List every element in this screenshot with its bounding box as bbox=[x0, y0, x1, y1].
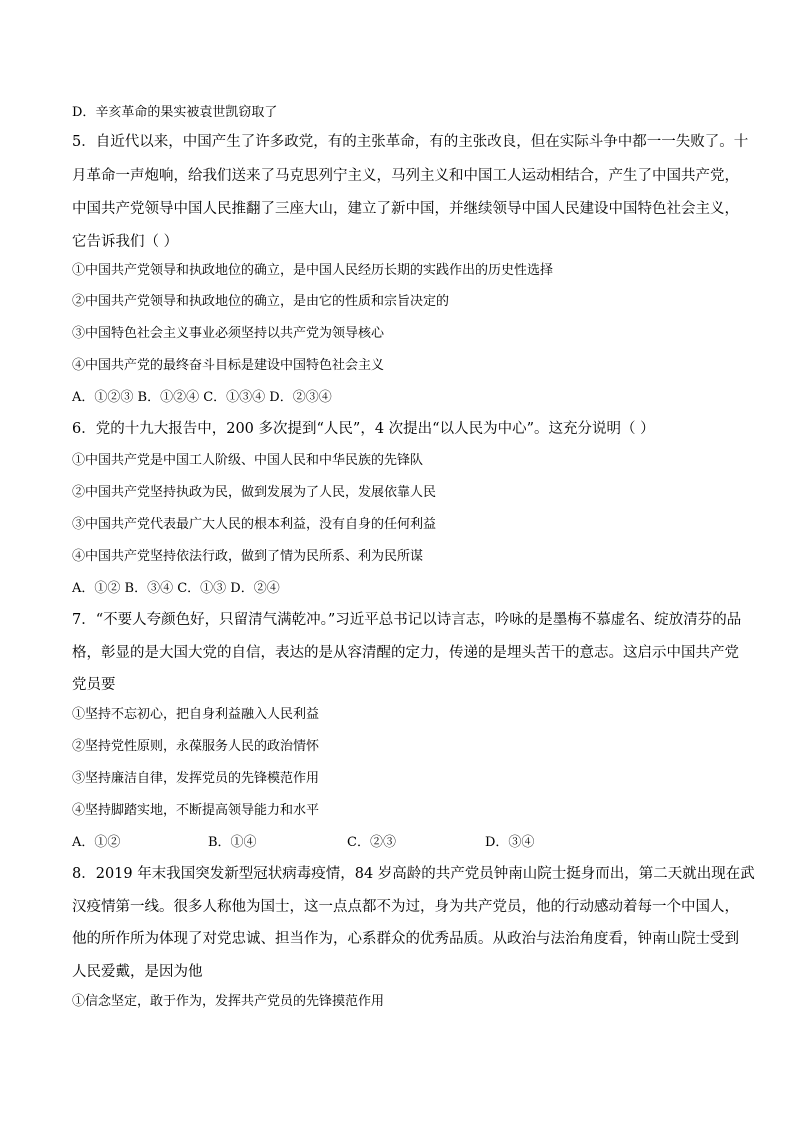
question-7-choice-d: D．③④ bbox=[485, 835, 535, 850]
question-7-statement-1: ①坚持不忘初心，把自身利益融入人民利益 bbox=[72, 707, 320, 722]
question-7-choice-c: C．②③ bbox=[347, 835, 396, 850]
question-6-answer-choices: A．①② B．③④ C．①③ D．②④ bbox=[72, 581, 280, 596]
question-5-answer-choices: A．①②③ B．①②④ C．①③④ D．②③④ bbox=[72, 390, 332, 405]
question-5-line-1: 5．自近代以来，中国产生了许多政党，有的主张革命，有的主张改良，但在实际斗争中都一一失败了。十 bbox=[72, 134, 749, 150]
question-8-line-4: 人民爱戴，是因为他 bbox=[72, 964, 203, 980]
question-5-statement-2: ②中国共产党领导和执政地位的确立，是由它的性质和宗旨决定的 bbox=[72, 294, 450, 309]
question-6-statement-1: ①中国共产党是中国工人阶级、中国人民和中华民族的先锋队 bbox=[72, 453, 424, 468]
question-5-line-2: 月革命一声炮响，给我们送来了马克思列宁主义，马列主义和中国工人运动相结合，产生了中国共产党， bbox=[72, 168, 739, 184]
question-8-line-2: 汉疫情第一线。很多人称他为国士，这一点点都不为过，身为共产党员，他的行动感动着每一个中国人， bbox=[72, 899, 739, 915]
question-7-line-1: 7．“不要人夸颜色好，只留清气满乾冲。”习近平总书记以诗言志，吟咏的是墨梅不慕虚名、绽放清芬的品 bbox=[72, 612, 742, 628]
question-6-statement-2: ②中国共产党坚持执政为民，做到发展为了人民，发展依靠人民 bbox=[72, 485, 437, 500]
question-7-line-3: 党员要 bbox=[72, 677, 116, 693]
question-5-statement-4: ④中国共产党的最终奋斗目标是建设中国特色社会主义 bbox=[72, 358, 385, 373]
question-7-choice-b: B．①④ bbox=[208, 835, 257, 850]
question-7-statement-2: ②坚持党性原则，永葆服务人民的政治情怀 bbox=[72, 739, 320, 754]
question-7-choice-a: A．①② bbox=[72, 835, 121, 850]
question-6-statement-4: ④中国共产党坚持依法行政，做到了情为民所系、利为民所谋 bbox=[72, 549, 424, 564]
question-5-line-4: 它告诉我们（ ） bbox=[72, 234, 179, 250]
option-d-q4: D．辛亥革命的果实被袁世凯窃取了 bbox=[72, 105, 278, 120]
question-6-line-1: 6．党的十九大报告中，200 多次提到“人民”，4 次提出“以人民为中心”。这充分说明（ ） bbox=[72, 421, 655, 437]
question-8-statement-1: ①信念坚定，敢于作为，发挥共产党员的先锋摸范作用 bbox=[72, 994, 385, 1009]
question-5-line-3: 中国共产党领导中国人民推翻了三座大山，建立了新中国，并继续领导中国人民建设中国特色社会主义， bbox=[72, 201, 739, 217]
question-5-statement-3: ③中国特色社会主义事业必须坚持以共产党为领导核心 bbox=[72, 326, 385, 341]
question-7-line-2: 格，彰显的是大国大党的自信，表达的是从容清醒的定力，传递的是埋头苦干的意志。这启示中国共产党 bbox=[72, 645, 739, 661]
question-8-line-3: 他的所作所为体现了对党忠诚、担当作为，心系群众的优秀品质。从政治与法治角度看，钟南山院士受到 bbox=[72, 931, 739, 947]
question-5-statement-1: ①中国共产党领导和执政地位的确立，是中国人民经历长期的实践作出的历史性选择 bbox=[72, 263, 554, 278]
question-7-statement-4: ④坚持脚踏实地，不断提高领导能力和水平 bbox=[72, 803, 320, 818]
question-8-line-1: 8．2019 年末我国突发新型冠状病毒疫情，84 岁高龄的共产党员钟南山院士挺身而出，第二天就出现在武 bbox=[72, 866, 755, 882]
question-7-statement-3: ③坚持廉洁自律，发挥党员的先锋模范作用 bbox=[72, 771, 320, 786]
question-6-statement-3: ③中国共产党代表最广大人民的根本利益，没有自身的任何利益 bbox=[72, 517, 437, 532]
